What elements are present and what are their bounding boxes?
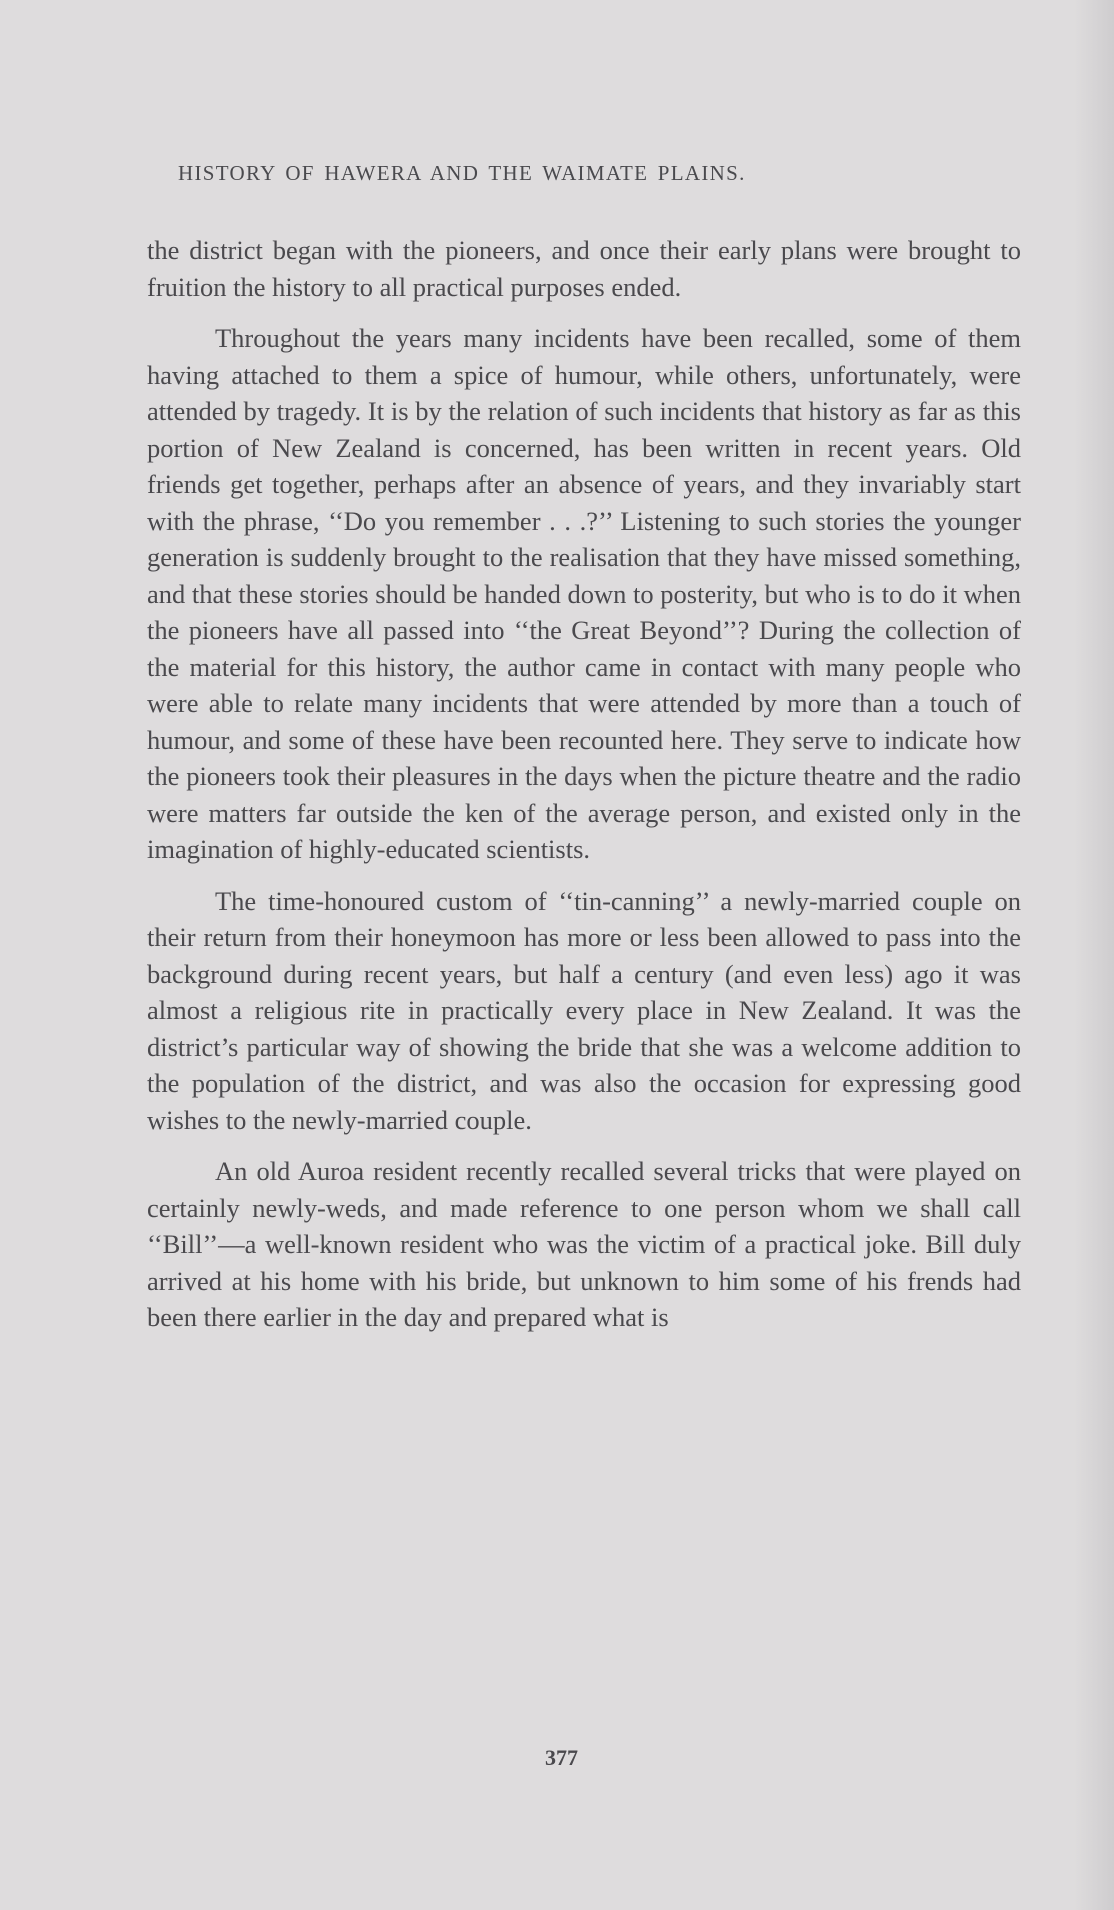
paragraph-auroa-resident: An old Auroa resident recently recalled several tricks that were played on certainly newly-weds, and made reference to one person whom we shall call ‘‘Bill’’—a well-known resident who was the victim of a practical joke. Bill duly arrived at his home with his bride, but unknown to him some of his frends had been there earlier in the day and prepared what is bbox=[147, 1156, 1021, 1332]
paragraph-incidents: Throughout the years many incidents have been recalled, some of them having attached to them a spice of humour, while others, unfortunately, were attended by tragedy. It is by the relation of such incidents that history as far as this portion of New Zealand is concerned, has been written in recent years. Old friends get together, perhaps after an absence of years, and they invariably start with the phrase, ‘‘Do you remember . . .?’’ Listening to such stories the younger generation is suddenly brought to the realisation that they have missed something, and that these stories should be handed down to posterity, but who is to do it when the pioneers have all passed into ‘‘the Great Beyond’’? During the collection of the material for this history, the author came in contact with many people who were able to relate many incidents that were attended by more than a touch of humour, and some of these have been recounted here. They serve to indicate how the pioneers took their pleasures in the days when the picture theatre and the radio were matters far outside the ken of the average person, and existed only in the imagination of highly-educated scientists. bbox=[147, 323, 1021, 864]
page-body bbox=[147, 232, 1021, 1336]
paragraph-continuation: the district began with the pioneers, and once their early plans were brought to fruition the history to all practical purposes ended. bbox=[147, 235, 1021, 302]
page-edge-shadow bbox=[1074, 0, 1114, 1910]
running-header: HISTORY OF HAWERA AND THE WAIMATE PLAINS. bbox=[178, 161, 746, 185]
page-number: 377 bbox=[545, 1745, 578, 1770]
paragraph-tin-canning: The time-honoured custom of ‘‘tin-canning’’ a newly-married couple on their return from their honeymoon has more or less been allowed to pass into the background during recent years, but half a century (and even less) ago it was almost a religious rite in practically every place in New Zealand. It was the district’s particular way of showing the bride that she was a welcome addition to the population of the district, and was also the occasion for expressing good wishes to the newly-married couple. bbox=[147, 885, 1021, 1135]
